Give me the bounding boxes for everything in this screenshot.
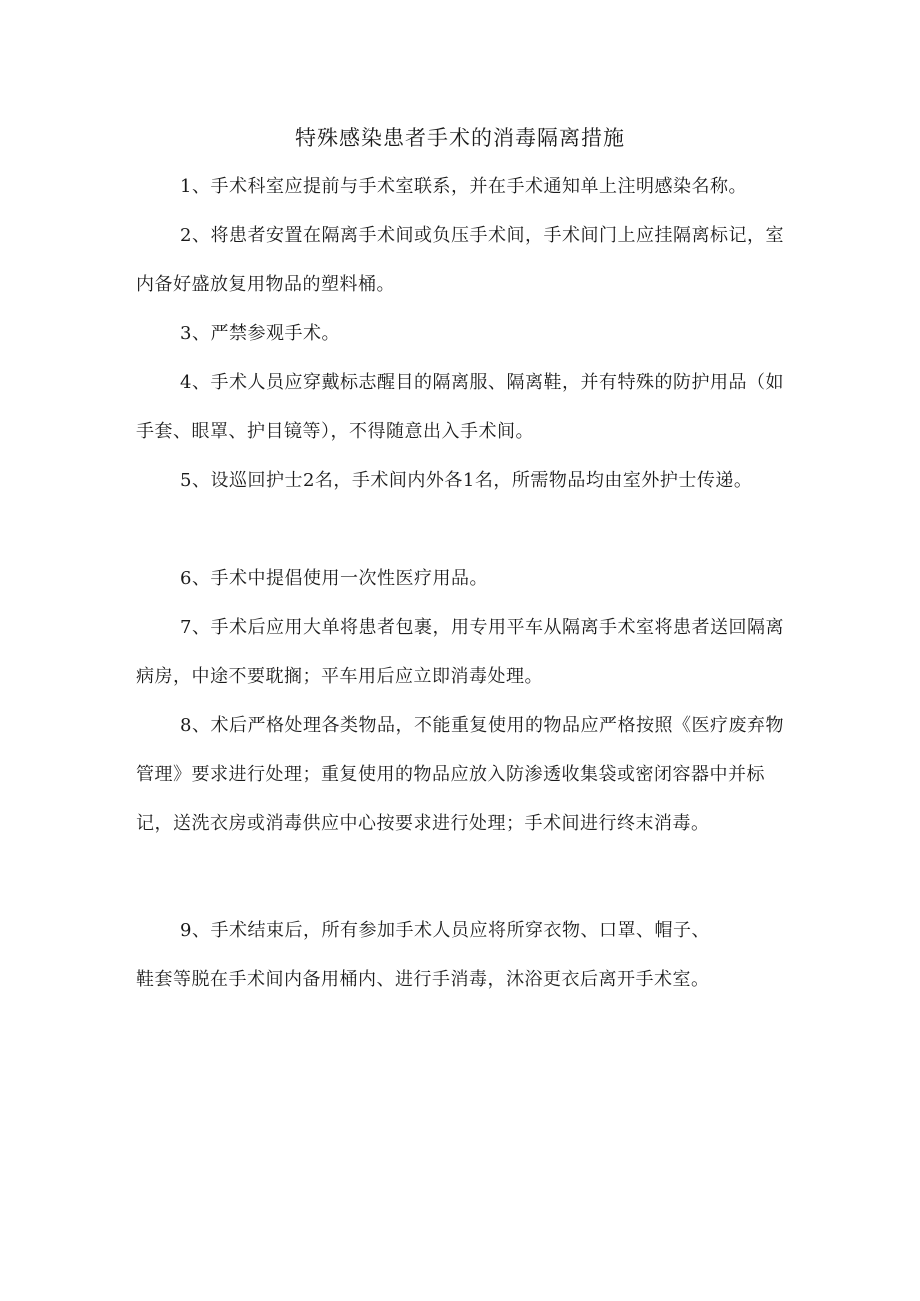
measure-item-4: 4、手术人员应穿戴标志醒目的隔离服、隔离鞋，并有特殊的防护用品（如手套、眼罩、护目镜等），不得随意出入手术间。 <box>136 372 784 442</box>
measure-item-7: 7、手术后应用大单将患者包裹，用专用平车从隔离手术室将患者送回隔离病房，中途不要耽搁；平车用后应立即消毒处理。 <box>136 617 784 687</box>
measure-item-9-line-2: 鞋套等脱在手术间内备用桶内、进行手消毒，沐浴更衣后离开手术室。 <box>136 969 710 990</box>
measure-item-3: 3、严禁参观手术。 <box>180 323 340 344</box>
measure-item-9-line-1: 9、手术结束后，所有参加手术人员应将所穿衣物、口罩、帽子、 <box>180 920 710 941</box>
measure-item-2: 2、将患者安置在隔离手术间或负压手术间，手术间门上应挂隔离标记，室内备好盛放复用物品的塑料桶。 <box>136 225 784 295</box>
measure-item-5: 5、设巡回护士2名，手术间内外各1名，所需物品均由室外护士传递。 <box>180 470 753 491</box>
measure-item-8: 8、术后严格处理各类物品，不能重复使用的物品应严格按照《医疗废弃物管理》要求进行处理；重复使用的物品应放入防渗透收集袋或密闭容器中并标记，送洗衣房或消毒供应中心按要求进行处理；手术间进行终末消毒。 <box>136 715 784 834</box>
measure-item-1: 1、手术科室应提前与手术室联系，并在手术通知单上注明感染名称。 <box>180 176 747 197</box>
measure-item-6: 6、手术中提倡使用一次性医疗用品。 <box>180 568 488 589</box>
document-title: 特殊感染患者手术的消毒隔离措施 <box>295 126 625 150</box>
